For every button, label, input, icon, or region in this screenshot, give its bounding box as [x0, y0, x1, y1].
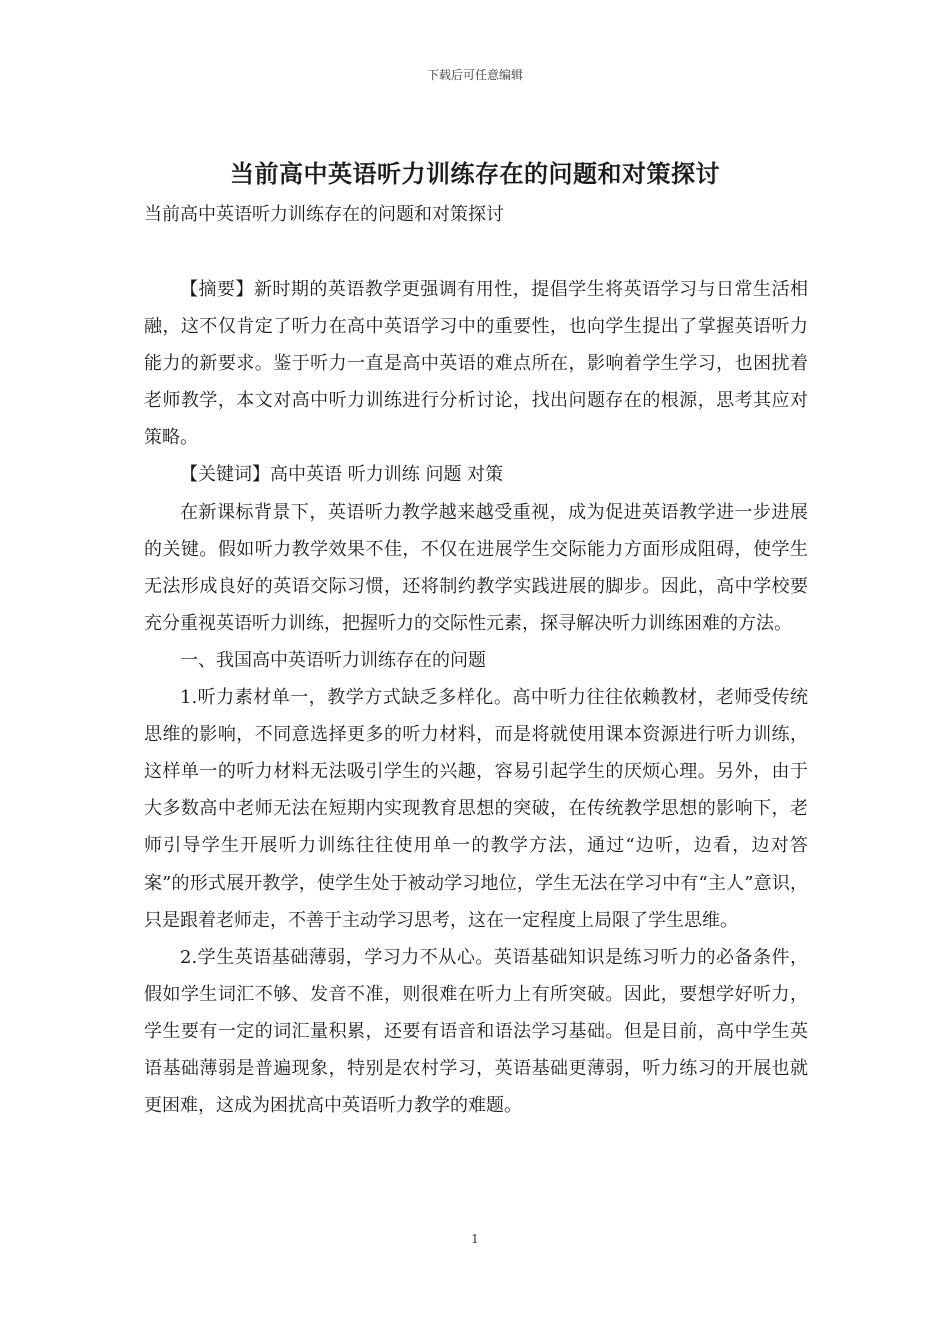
document-body	[144, 271, 808, 1124]
document-title: 当前高中英语听力训练存在的问题和对策探讨	[230, 160, 720, 188]
document-subtitle: 当前高中英语听力训练存在的问题和对策探讨	[144, 204, 504, 225]
page-number: 1	[471, 1232, 479, 1246]
intro-paragraph: 在新课标背景下，英语听力教学越来越受重视，成为促进英语教学进一步进展的关键。假如听力教学效果不佳，不仅在进展学生交际能力方面形成阻碍，使学生无法形成良好的英语交际习惯，还将制约教学实践进展的脚步。因此，高中学校要充分重视英语听力训练，把握听力的交际性元素，探寻解决听力训练困难的方法。	[144, 501, 808, 634]
abstract-paragraph: 【摘要】新时期的英语教学更强调有用性，提倡学生将英语学习与日常生活相融，这不仅肯定了听力在高中英语学习中的重要性，也向学生提出了掌握英语听力能力的新要求。鉴于听力一直是高中英语的难点所在，影响着学生学习，也困扰着老师教学，本文对高中听力训练进行分析讨论，找出问题存在的根源，思考其应对策略。	[144, 279, 808, 449]
header-note: 下载后可任意编辑	[426, 68, 523, 82]
body-paragraph: 1.听力素材单一，教学方式缺乏多样化。高中听力往往依赖教材，老师受传统思维的影响，不同意选择更多的听力材料，而是将就使用课本资源进行听力训练，这样单一的听力材料无法吸引学生的兴趣，容易引起学生的厌烦心理。另外，由于大多数高中老师无法在短期内实现教育思想的突破，在传统教学思想的影响下，老师引导学生开展听力训练往往使用单一的教学方法，通过“边听，边看，边对答案”的形式展开教学，使学生处于被动学习地位，学生无法在学习中有“主人”意识，只是跟着老师走，不善于主动学习思考，这在一定程度上局限了学生思维。	[144, 687, 808, 931]
body-paragraph: 2.学生英语基础薄弱，学习力不从心。英语基础知识是练习听力的必备条件，假如学生词汇不够、发音不准，则很难在听力上有所突破。因此，要想学好听力，学生要有一定的词汇量积累，还要有语音和语法学习基础。但是目前，高中学生英语基础薄弱是普遍现象，特别是农村学习，英语基础更薄弱，听力练习的开展也就更困难，这成为困扰高中英语听力教学的难题。	[144, 946, 808, 1117]
keywords-paragraph: 【关键词】高中英语 听力训练 问题 对策	[180, 464, 504, 486]
section-heading: 一、我国高中英语听力训练存在的问题	[180, 649, 486, 671]
